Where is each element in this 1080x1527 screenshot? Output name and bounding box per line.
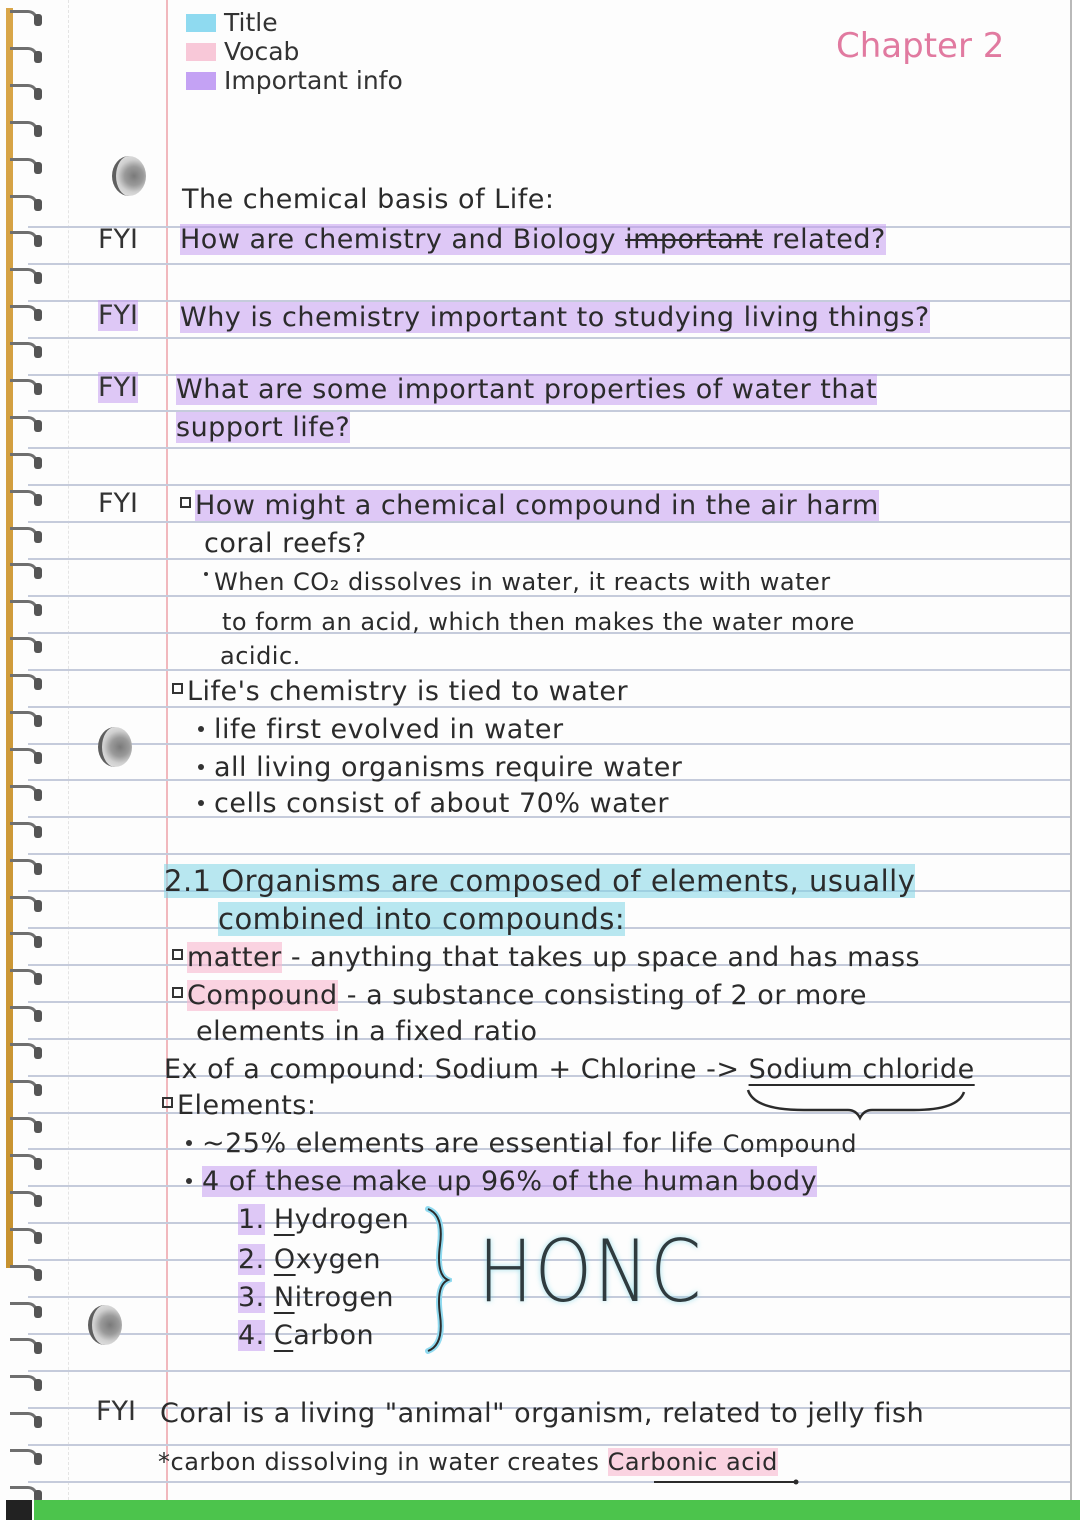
ruled-line: [28, 447, 1070, 449]
spiral-coil: [8, 264, 48, 286]
spiral-coil: [8, 1298, 48, 1320]
element-hydrogen: [238, 1204, 409, 1235]
question-4-line-1: [180, 490, 879, 521]
element-nitrogen: [238, 1282, 394, 1313]
spiral-coil: [8, 1261, 48, 1283]
margin-line: [166, 0, 168, 1500]
co2-note-line-3: acidic.: [220, 642, 301, 670]
bullet-text: all living organisms require water: [214, 752, 683, 783]
bullet-text: life first evolved in water: [214, 714, 564, 745]
elements-bullet-1: [186, 1128, 857, 1159]
ruled-line: [28, 1444, 1070, 1446]
swatch-important: [186, 72, 216, 90]
checkbox-icon: [172, 683, 183, 694]
vocab-definition: - a substance consisting of 2 or more: [337, 980, 867, 1011]
curly-brace-icon: [422, 1205, 452, 1355]
swatch-title: [186, 14, 216, 32]
ruled-line: [28, 1370, 1070, 1372]
hole-punch-middle: [98, 727, 132, 767]
spiral-coil: [8, 892, 48, 914]
elements-title-text: Elements:: [177, 1090, 317, 1121]
notebook-cover-edge: [6, 1500, 32, 1520]
ruled-line: [28, 558, 1070, 560]
element-name: xygen: [295, 1244, 381, 1275]
vocab-term: Compound: [187, 980, 338, 1011]
spiral-coil: [8, 855, 48, 877]
question-text: How might a chemical compound in the air harm: [195, 490, 879, 521]
bullet-icon: [186, 1140, 192, 1146]
carbonic-acid-note: [158, 1448, 778, 1476]
compound-example: [164, 1054, 975, 1085]
fyi-label: FYI: [98, 224, 138, 255]
checkbox-icon: [172, 987, 183, 998]
question-1: [180, 224, 886, 255]
spiral-coil: [8, 449, 48, 471]
hole-punch-bottom: [88, 1305, 122, 1345]
question-2: [180, 302, 930, 333]
spiral-coil: [8, 707, 48, 729]
question-3-line-1: [176, 374, 877, 405]
question-4-line-2: coral reefs?: [204, 528, 367, 559]
legend-label: Title: [224, 8, 278, 37]
swatch-vocab: [186, 43, 216, 61]
list-number: 4.: [238, 1320, 265, 1351]
checkbox-icon: [162, 1097, 173, 1108]
question-text: What are some important properties of water that: [176, 374, 878, 405]
water-bullet-3: [198, 788, 669, 819]
element-oxygen: [238, 1244, 381, 1275]
spiral-coil: [8, 1076, 48, 1098]
element-name: itrogen: [294, 1282, 395, 1313]
spiral-coil: [8, 1150, 48, 1172]
example-result: Sodium chloride: [748, 1054, 975, 1085]
element-initial: C: [273, 1320, 294, 1351]
water-bullet-2: [198, 752, 682, 783]
chapter-title: Chapter 2: [836, 26, 1005, 66]
ruled-line: [28, 1038, 1070, 1040]
bullet-text: ~25% elements are essential for life: [202, 1128, 714, 1159]
section-2-1-line-1: [164, 864, 915, 898]
vocab-term: Carbonic acid: [607, 1448, 778, 1476]
ruled-line: [28, 1481, 1070, 1483]
spiral-coil: [8, 1408, 48, 1430]
question-text: support life?: [176, 412, 351, 443]
vocab-compound: [172, 980, 867, 1011]
legend-label: Important info: [224, 66, 403, 95]
spiral-coil: [8, 1187, 48, 1209]
element-name: ydrogen: [294, 1204, 410, 1235]
spiral-coil: [8, 338, 48, 360]
bullet-icon: [186, 1178, 192, 1184]
color-legend: [186, 8, 403, 95]
checkbox-icon: [172, 949, 183, 960]
page-heading: The chemical basis of Life:: [182, 184, 555, 215]
co2-note-line-2: to form an acid, which then makes the water more: [222, 608, 855, 636]
vocab-definition: - anything that takes up space and has mass: [281, 942, 921, 973]
co2-note-line-1: [204, 568, 831, 596]
legend-item-important: [186, 66, 403, 95]
spiral-coil: [8, 6, 48, 28]
spiral-coil: [8, 928, 48, 950]
section-2-1-line-2: [218, 902, 625, 936]
honc-acronym: HONC: [478, 1222, 704, 1322]
brace-label: Compound: [722, 1130, 857, 1158]
spiral-coil: [8, 117, 48, 139]
spiral-coil: [8, 227, 48, 249]
ruled-line: [28, 263, 1070, 265]
notebook-cover: [34, 1500, 1080, 1520]
legend-label: Vocab: [224, 37, 300, 66]
fyi-label: FYI: [98, 488, 138, 519]
elements-title: [162, 1090, 316, 1121]
hole-punch-top: [112, 156, 146, 196]
section-title-text: 2.1 Organisms are composed of elements, usually: [164, 864, 916, 898]
section-title-text: combined into compounds:: [218, 902, 626, 936]
question-3-line-2: [176, 412, 350, 443]
checkbox-icon: [180, 497, 191, 508]
element-name: arbon: [293, 1320, 375, 1351]
spiral-coil: [8, 818, 48, 840]
bullet-icon: [198, 800, 204, 806]
struck-word: important: [625, 224, 763, 255]
legend-item-vocab: [186, 37, 403, 66]
spiral-coil: [8, 154, 48, 176]
spiral-coil: [8, 781, 48, 803]
vocab-term: matter: [187, 942, 282, 973]
spiral-coil: [8, 486, 48, 508]
vocab-matter: [172, 942, 920, 973]
water-bullet-1: [198, 714, 564, 745]
fyi-label: FYI: [98, 300, 138, 331]
ruled-line: [28, 337, 1070, 339]
bullet-icon: [198, 764, 204, 770]
curly-brace-icon: [744, 1088, 968, 1122]
spiral-coil: [8, 1224, 48, 1246]
spiral-coil: [8, 633, 48, 655]
list-number: 2.: [238, 1244, 265, 1275]
question-text: related?: [762, 224, 886, 255]
fyi-label: FYI: [98, 372, 138, 403]
spiral-coil: [8, 1113, 48, 1135]
note-text: *carbon dissolving in water creates: [158, 1448, 608, 1476]
question-text: Why is chemistry important to studying living things?: [180, 302, 930, 333]
spiral-coil: [8, 375, 48, 397]
bullet-text: cells consist of about 70% water: [214, 788, 670, 819]
spiral-coil: [8, 1002, 48, 1024]
element-initial: O: [273, 1244, 296, 1275]
element-initial: H: [273, 1204, 295, 1235]
spiral-coil: [8, 191, 48, 213]
spiral-coil: [8, 43, 48, 65]
ruled-line: [28, 669, 1070, 671]
spiral-coil: [8, 301, 48, 323]
perforation-line: [68, 0, 69, 1500]
coral-note: Coral is a living "animal" organism, related to jelly fish: [160, 1398, 925, 1429]
spiral-coil: [8, 670, 48, 692]
element-initial: N: [273, 1282, 295, 1313]
fyi-label: FYI: [96, 1396, 136, 1427]
elements-bullet-2: [186, 1166, 817, 1197]
ruled-line: [28, 521, 1070, 523]
legend-item-title: [186, 8, 403, 37]
spiral-coil: [8, 559, 48, 581]
element-carbon: [238, 1320, 374, 1351]
vocab-compound-line-2: elements in a fixed ratio: [196, 1016, 538, 1047]
bullet-icon: [198, 726, 204, 732]
ruled-line: [28, 484, 1070, 486]
spiral-coil: [8, 523, 48, 545]
spiral-coil: [8, 1039, 48, 1061]
spiral-coil: [8, 596, 48, 618]
underline-arrow-icon: [652, 1478, 802, 1486]
ruled-line: [28, 1333, 1070, 1335]
spiral-coil: [8, 412, 48, 434]
spiral-coil: [8, 1371, 48, 1393]
bullet-icon: [204, 572, 208, 576]
spiral-coil: [8, 965, 48, 987]
water-section-title: [172, 676, 628, 707]
ruled-line: [28, 853, 1070, 855]
spiral-coil: [8, 1334, 48, 1356]
note-text: When CO₂ dissolves in water, it reacts with water: [214, 568, 831, 596]
example-text: Ex of a compound: Sodium + Chlorine ->: [164, 1054, 749, 1085]
list-number: 1.: [238, 1204, 265, 1235]
question-text: How are chemistry and Biology: [180, 224, 626, 255]
list-number: 3.: [238, 1282, 265, 1313]
spiral-coil: [8, 744, 48, 766]
spiral-coil: [8, 1445, 48, 1467]
section-text: Life's chemistry is tied to water: [187, 676, 629, 707]
bullet-text: 4 of these make up 96% of the human body: [202, 1166, 818, 1197]
spiral-coil: [8, 80, 48, 102]
